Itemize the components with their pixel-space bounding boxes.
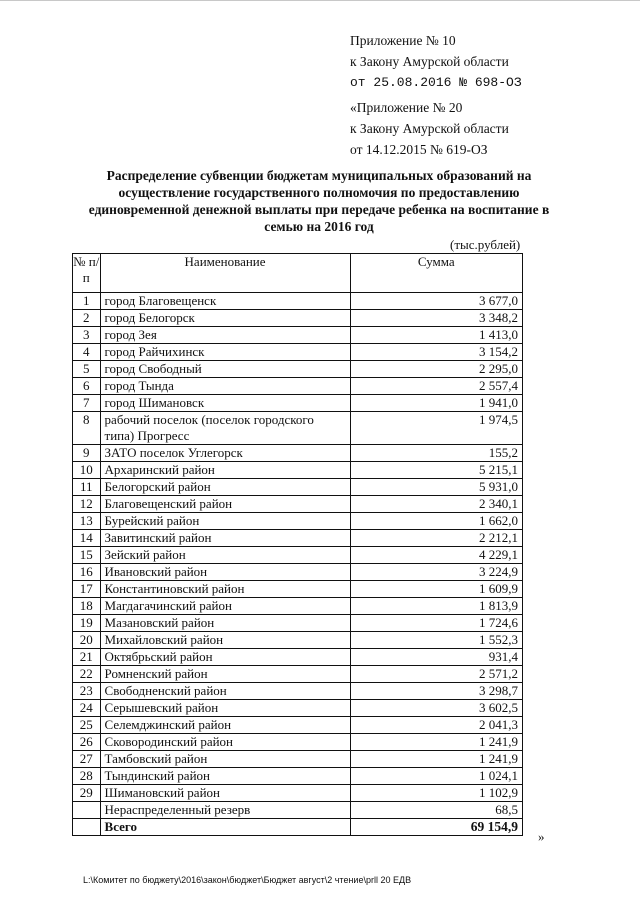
row-number: 1 (73, 293, 101, 310)
table-row (73, 327, 523, 344)
row-sum: 1 413,0 (350, 327, 522, 344)
row-name: Селемджинский район (100, 717, 350, 734)
row-sum: 3 677,0 (350, 293, 522, 310)
row-number: 15 (73, 547, 101, 564)
row-name: Мазановский район (100, 615, 350, 632)
row-name: Магдагачинский район (100, 598, 350, 615)
row-name: Шимановский район (100, 785, 350, 802)
table-row (73, 310, 523, 327)
appendix-header (350, 30, 522, 93)
table-row (73, 361, 523, 378)
scan-edge-line (0, 0, 640, 1)
row-sum: 1 662,0 (350, 513, 522, 530)
row-number: 11 (73, 479, 101, 496)
row-name: Тамбовский район (100, 751, 350, 768)
table-row (73, 293, 523, 310)
row-name: Благовещенский район (100, 496, 350, 513)
row-name: Тындинский район (100, 768, 350, 785)
row-sum: 1 724,6 (350, 615, 522, 632)
appendix-date: от 25.08.2016 № 698-ОЗ (350, 75, 522, 90)
table-row (73, 564, 523, 581)
row-sum: 2 571,2 (350, 666, 522, 683)
table-row (73, 378, 523, 395)
row-sum: 1 024,1 (350, 768, 522, 785)
row-number: 5 (73, 361, 101, 378)
row-number: 19 (73, 615, 101, 632)
table-row (73, 344, 523, 361)
row-number: 21 (73, 649, 101, 666)
row-name: Михайловский район (100, 632, 350, 649)
row-sum: 5 215,1 (350, 462, 522, 479)
row-name: Серышевский район (100, 700, 350, 717)
table-row (73, 802, 523, 819)
row-name: город Белогорск (100, 310, 350, 327)
table-row (73, 649, 523, 666)
previous-appendix-law: к Закону Амурской области (350, 121, 509, 136)
row-number: 18 (73, 598, 101, 615)
row-number (73, 802, 101, 819)
row-sum: 931,4 (350, 649, 522, 666)
row-number: 3 (73, 327, 101, 344)
row-name: город Зея (100, 327, 350, 344)
table-row (73, 547, 523, 564)
col-header-sum: Сумма (350, 254, 522, 293)
row-sum: 1 241,9 (350, 751, 522, 768)
row-sum: 1 974,5 (350, 412, 522, 445)
table-row (73, 462, 523, 479)
row-sum: 155,2 (350, 445, 522, 462)
table-row (73, 751, 523, 768)
row-number: 16 (73, 564, 101, 581)
file-path-footer: L:\Комитет по бюджету\2016\закон\бюджет\Бюджет август\2 чтение\prll 20 ЕДВ (83, 875, 412, 885)
row-sum: 2 340,1 (350, 496, 522, 513)
previous-appendix-date: от 14.12.2015 № 619-ОЗ (350, 142, 488, 157)
table-row (73, 734, 523, 751)
row-name: Зейский район (100, 547, 350, 564)
row-sum: 3 348,2 (350, 310, 522, 327)
row-sum: 3 298,7 (350, 683, 522, 700)
row-name: Ромненский район (100, 666, 350, 683)
row-name: город Благовещенск (100, 293, 350, 310)
row-name: Сковородинский район (100, 734, 350, 751)
row-name: город Шимановск (100, 395, 350, 412)
row-sum: 4 229,1 (350, 547, 522, 564)
table-header-row (73, 254, 523, 293)
row-sum: 1 552,3 (350, 632, 522, 649)
total-number (73, 819, 101, 836)
subvention-table (72, 253, 523, 836)
row-sum: 1 102,9 (350, 785, 522, 802)
col-header-number: № п/п (73, 254, 101, 293)
row-sum: 3 154,2 (350, 344, 522, 361)
appendix-number: Приложение № 10 (350, 33, 456, 48)
table-row (73, 768, 523, 785)
table-row (73, 632, 523, 649)
row-number: 9 (73, 445, 101, 462)
total-label: Всего (100, 819, 350, 836)
table-row (73, 717, 523, 734)
row-number: 7 (73, 395, 101, 412)
row-sum: 1 941,0 (350, 395, 522, 412)
table-row (73, 513, 523, 530)
row-name: ЗАТО поселок Углегорск (100, 445, 350, 462)
row-name: рабочий поселок (поселок городского типа) Прогресс (100, 412, 350, 445)
row-sum: 2 295,0 (350, 361, 522, 378)
row-number: 2 (73, 310, 101, 327)
row-sum: 3 602,5 (350, 700, 522, 717)
unit-label: (тыс.рублей) (450, 237, 521, 252)
row-sum: 3 224,9 (350, 564, 522, 581)
row-number: 22 (73, 666, 101, 683)
row-number: 17 (73, 581, 101, 598)
row-sum: 5 931,0 (350, 479, 522, 496)
table-row (73, 530, 523, 547)
row-sum: 1 241,9 (350, 734, 522, 751)
row-name: Белогорский район (100, 479, 350, 496)
table-row (73, 581, 523, 598)
row-name: Октябрьский район (100, 649, 350, 666)
row-number: 25 (73, 717, 101, 734)
row-name: Нераспределенный резерв (100, 802, 350, 819)
row-number: 14 (73, 530, 101, 547)
table-row (73, 598, 523, 615)
row-number: 20 (73, 632, 101, 649)
table-row (73, 412, 523, 445)
row-number: 27 (73, 751, 101, 768)
row-name: Архаринский район (100, 462, 350, 479)
row-number: 8 (73, 412, 101, 445)
row-name: Ивановский район (100, 564, 350, 581)
previous-appendix-number: «Приложение № 20 (350, 100, 463, 115)
row-name: город Свободный (100, 361, 350, 378)
row-name: Завитинский район (100, 530, 350, 547)
row-sum: 68,5 (350, 802, 522, 819)
row-number: 10 (73, 462, 101, 479)
row-number: 6 (73, 378, 101, 395)
row-sum: 2 212,1 (350, 530, 522, 547)
row-sum: 2 557,4 (350, 378, 522, 395)
row-name: город Райчихинск (100, 344, 350, 361)
row-number: 4 (73, 344, 101, 361)
previous-appendix-header (350, 97, 509, 160)
total-sum: 69 154,9 (350, 819, 522, 836)
row-number: 29 (73, 785, 101, 802)
row-number: 28 (73, 768, 101, 785)
table-row (73, 445, 523, 462)
row-name: Бурейский район (100, 513, 350, 530)
row-name: город Тында (100, 378, 350, 395)
row-name: Свободненский район (100, 683, 350, 700)
table-row (73, 683, 523, 700)
row-number: 26 (73, 734, 101, 751)
table-total-row (73, 819, 523, 836)
closing-quote: » (538, 829, 545, 844)
row-sum: 1 609,9 (350, 581, 522, 598)
row-number: 12 (73, 496, 101, 513)
row-number: 24 (73, 700, 101, 717)
table-row (73, 395, 523, 412)
document-title: Распределение субвенции бюджетам муниципальных образований на осуществление государственного полномочия по предоставлению единовременной денежной выплаты при передаче ребенка на воспитание в семью на 2016 год (88, 168, 550, 234)
row-number: 13 (73, 513, 101, 530)
appendix-law: к Закону Амурской области (350, 54, 509, 69)
table-row (73, 615, 523, 632)
table-row (73, 666, 523, 683)
row-name: Константиновский район (100, 581, 350, 598)
table-row (73, 479, 523, 496)
table-row (73, 785, 523, 802)
row-sum: 1 813,9 (350, 598, 522, 615)
row-number: 23 (73, 683, 101, 700)
col-header-name: Наименование (100, 254, 350, 293)
row-sum: 2 041,3 (350, 717, 522, 734)
table-row (73, 496, 523, 513)
table-row (73, 700, 523, 717)
